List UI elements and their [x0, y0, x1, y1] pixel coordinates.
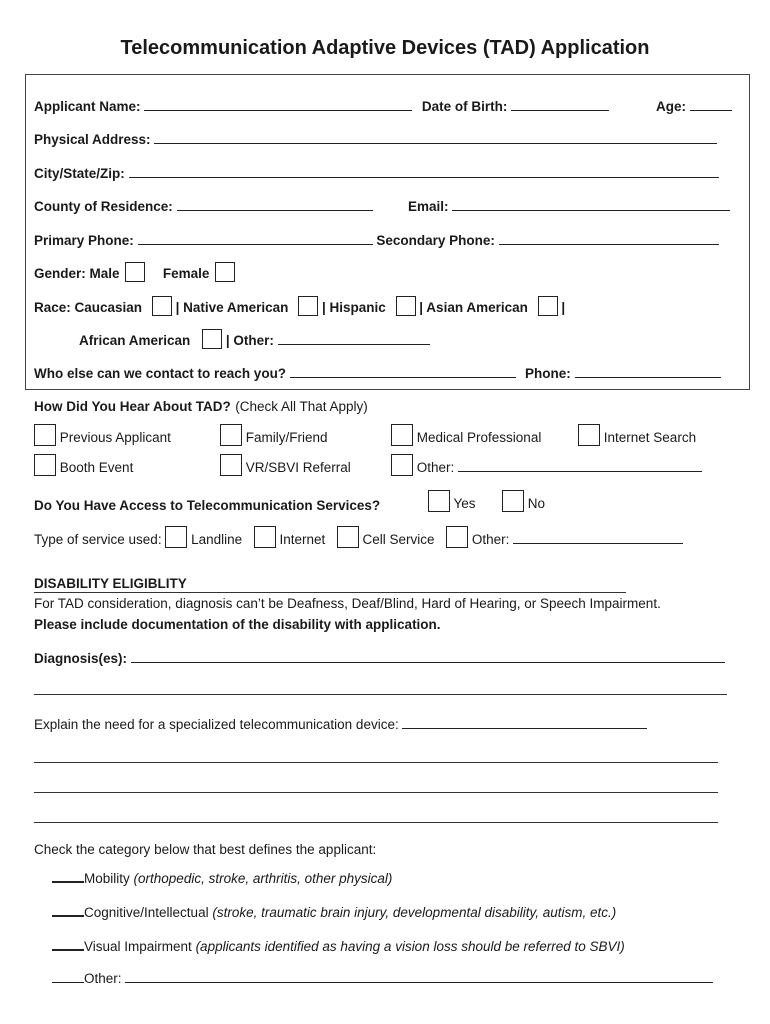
internet-label: Internet: [279, 532, 326, 547]
age-row: [656, 96, 732, 114]
applicant-name-row: [34, 96, 609, 114]
age-label: Age:: [656, 99, 686, 114]
hear-option-internet[interactable]: [578, 424, 696, 446]
cognitive-label: Cognitive/Intellectual: [84, 905, 209, 920]
category-other-label: Other:: [84, 971, 122, 986]
city-row: [34, 163, 719, 181]
booth-event-label: Booth Event: [59, 460, 134, 475]
contact-phone-field[interactable]: [575, 363, 721, 378]
explain-label: Explain the need for a specialized telecommunication device:: [34, 717, 399, 732]
race-other-label: | Other:: [225, 333, 274, 348]
city-label: City/State/Zip:: [34, 166, 125, 181]
mobility-check-field[interactable]: [52, 867, 84, 883]
access-yes-checkbox[interactable]: [428, 490, 450, 512]
category-other: [52, 968, 713, 986]
hear-note: (Check All That Apply): [235, 399, 368, 414]
family-friend-checkbox[interactable]: [220, 424, 242, 446]
cognitive-check-field[interactable]: [52, 901, 84, 917]
gender-female-label: Female: [162, 266, 210, 281]
secondary-phone-field[interactable]: [499, 230, 719, 245]
booth-event-checkbox[interactable]: [34, 454, 56, 476]
race-asian-checkbox[interactable]: [538, 296, 558, 316]
applicant-name-label: Applicant Name:: [34, 99, 141, 114]
medical-professional-label: Medical Professional: [416, 430, 542, 445]
gender-male-checkbox[interactable]: [125, 262, 145, 282]
landline-label: Landline: [191, 532, 243, 547]
race-african-checkbox[interactable]: [202, 329, 222, 349]
explain-row: [34, 714, 647, 732]
previous-applicant-label: Previous Applicant: [59, 430, 171, 445]
dob-label: Date of Birth:: [421, 99, 508, 114]
explain-line-4[interactable]: [34, 822, 718, 823]
cell-service-label: Cell Service: [362, 532, 435, 547]
applicant-name-field[interactable]: [144, 96, 412, 111]
hear-option-family[interactable]: [220, 424, 328, 446]
category-other-check-field[interactable]: [52, 968, 84, 983]
access-yes-option[interactable]: [428, 490, 476, 512]
family-friend-label: Family/Friend: [245, 430, 328, 445]
mobility-label: Mobility: [84, 871, 130, 886]
access-yes-label: Yes: [453, 496, 476, 511]
race-hispanic-checkbox[interactable]: [396, 296, 416, 316]
documentation-note: Please include documentation of the disability with application.: [34, 617, 441, 632]
race-other-field[interactable]: [278, 330, 430, 345]
access-no-label: No: [527, 496, 546, 511]
race-native-checkbox[interactable]: [298, 296, 318, 316]
dob-field[interactable]: [511, 96, 609, 111]
category-mobility: [52, 867, 392, 886]
email-label: Email:: [408, 199, 449, 214]
internet-search-label: Internet Search: [603, 430, 697, 445]
internet-checkbox[interactable]: [254, 526, 276, 548]
service-other-checkbox[interactable]: [446, 526, 468, 548]
county-label: County of Residence:: [34, 199, 173, 214]
diagnosis-line-2[interactable]: [34, 694, 727, 695]
cell-service-checkbox[interactable]: [337, 526, 359, 548]
race-native-label: | Native American: [175, 300, 289, 315]
hear-other-field[interactable]: [458, 457, 702, 472]
race-row-2: [79, 329, 430, 349]
address-row: [34, 129, 717, 147]
mobility-detail: (orthopedic, stroke, arthritis, other physical): [133, 871, 393, 886]
primary-phone-field[interactable]: [138, 230, 373, 245]
race-caucasian-checkbox[interactable]: [152, 296, 172, 316]
cognitive-detail: (stroke, traumatic brain injury, developmental disability, autism, etc.): [212, 905, 617, 920]
diagnosis-field[interactable]: [131, 648, 725, 663]
race-african-label: African American: [79, 333, 191, 348]
diagnosis-row: [34, 648, 725, 666]
category-other-field[interactable]: [125, 968, 713, 983]
email-field[interactable]: [452, 196, 730, 211]
phone-row: [34, 230, 719, 248]
contact-phone-label: Phone:: [525, 366, 571, 381]
address-label: Physical Address:: [34, 132, 151, 147]
internet-search-checkbox[interactable]: [578, 424, 600, 446]
visual-check-field[interactable]: [52, 935, 84, 951]
race-hispanic-label: | Hispanic: [321, 300, 386, 315]
category-heading: Check the category below that best defines the applicant:: [34, 842, 377, 857]
gender-row: [34, 262, 235, 282]
hear-option-vr[interactable]: [220, 454, 351, 476]
race-caucasian-label: Race: Caucasian: [34, 300, 143, 315]
page-title: Telecommunication Adaptive Devices (TAD) Application: [120, 37, 650, 59]
hear-option-other[interactable]: [391, 454, 702, 476]
contact-field[interactable]: [290, 363, 516, 378]
hear-other-label: Other:: [416, 460, 455, 475]
access-no-checkbox[interactable]: [502, 490, 524, 512]
race-asian-label: | Asian American: [419, 300, 528, 315]
age-field[interactable]: [690, 96, 732, 111]
explain-line-3[interactable]: [34, 792, 718, 793]
vr-sbvi-checkbox[interactable]: [220, 454, 242, 476]
medical-professional-checkbox[interactable]: [391, 424, 413, 446]
landline-checkbox[interactable]: [165, 526, 187, 548]
county-row: [34, 196, 373, 214]
email-row: [408, 196, 730, 214]
hear-other-checkbox[interactable]: [391, 454, 413, 476]
service-other-field[interactable]: [513, 529, 683, 544]
disability-heading: DISABILITY ELIGIBLITY: [34, 576, 187, 591]
hear-option-medical[interactable]: [391, 424, 541, 446]
city-field[interactable]: [129, 163, 719, 178]
diagnosis-label: Diagnosis(es):: [34, 651, 128, 666]
service-type-label: Type of service used:: [34, 532, 162, 547]
category-visual: [52, 935, 625, 954]
explain-line-2[interactable]: [34, 762, 718, 763]
contact-row: [34, 363, 516, 381]
vr-sbvi-label: VR/SBVI Referral: [245, 460, 351, 475]
secondary-phone-label: Secondary Phone:: [376, 233, 495, 248]
visual-detail: (applicants identified as having a vision loss should be referred to SBVI): [195, 939, 625, 954]
county-field[interactable]: [177, 196, 373, 211]
previous-applicant-checkbox[interactable]: [34, 424, 56, 446]
disability-heading-rule: [34, 592, 626, 593]
hear-option-previous[interactable]: [34, 424, 171, 446]
contact-label: Who else can we contact to reach you?: [34, 366, 287, 381]
primary-phone-label: Primary Phone:: [34, 233, 134, 248]
visual-label: Visual Impairment: [84, 939, 192, 954]
contact-phone-row: [525, 363, 721, 381]
access-no-option[interactable]: [502, 490, 545, 512]
service-other-label: Other:: [471, 532, 510, 547]
hear-heading-row: [34, 398, 368, 416]
category-cognitive: [52, 901, 616, 920]
gender-male-label: Gender: Male: [34, 266, 120, 281]
gender-female-checkbox[interactable]: [215, 262, 235, 282]
access-question: Do You Have Access to Telecommunication Services?: [34, 498, 381, 513]
hear-option-booth[interactable]: [34, 454, 133, 476]
address-field[interactable]: [154, 129, 717, 144]
explain-field[interactable]: [402, 714, 647, 729]
hear-heading: How Did You Hear About TAD?: [34, 399, 231, 414]
race-separator: |: [561, 300, 566, 315]
disability-note: For TAD consideration, diagnosis can’t be Deafness, Deaf/Blind, Hard of Hearing, or Speech Impairment.: [34, 596, 661, 611]
service-type-row: [34, 526, 683, 548]
race-row: [34, 296, 565, 316]
